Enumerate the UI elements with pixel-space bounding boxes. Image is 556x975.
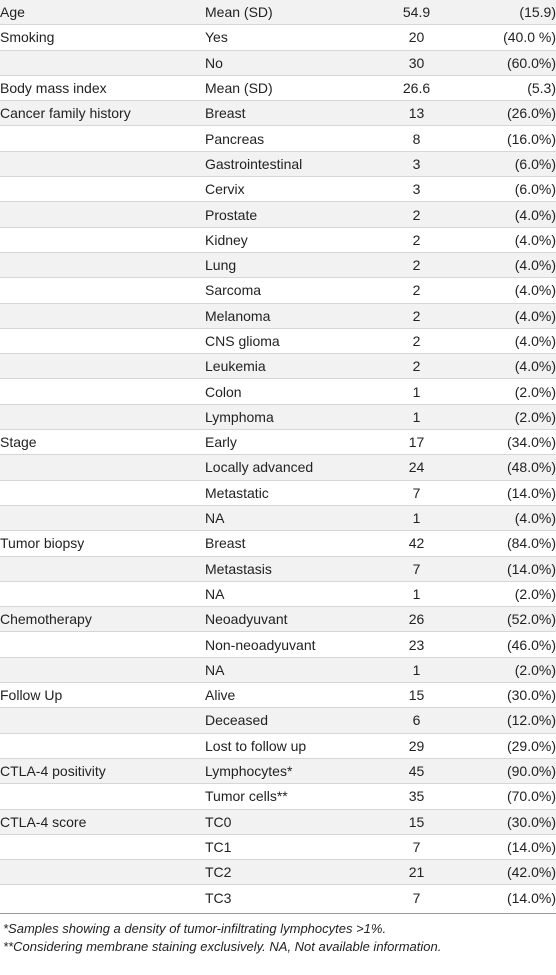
table-row [0,126,556,151]
table-row [0,784,556,809]
table-row [0,101,556,126]
variable-cell: Tumor biopsy [0,531,205,556]
variable-cell: CTLA-4 positivity [0,758,205,783]
table-row [0,202,556,227]
count-cell: 15 [377,809,456,834]
count-cell: 7 [377,885,456,910]
count-cell: 21 [377,860,456,885]
count-cell: 42 [377,531,456,556]
variable-cell: Stage [0,430,205,455]
variable-cell [0,657,205,682]
percent-cell: (14.0%) [456,885,556,910]
category-cell: Early [205,430,377,455]
count-cell: 6 [377,708,456,733]
variable-cell [0,885,205,910]
table-row [0,354,556,379]
table-row [0,758,556,783]
category-cell: Leukemia [205,354,377,379]
table-row [0,809,556,834]
count-cell: 23 [377,632,456,657]
table-row [0,834,556,859]
table-row [0,25,556,50]
category-cell: No [205,50,377,75]
variable-cell [0,252,205,277]
count-cell: 15 [377,683,456,708]
category-cell: Breast [205,101,377,126]
category-cell: Non-neoadyuvant [205,632,377,657]
footnote-lymphocytes: *Samples showing a density of tumor-infiltrating lymphocytes >1%. [3,920,387,936]
category-cell: Colon [205,379,377,404]
count-cell: 13 [377,101,456,126]
variable-cell [0,278,205,303]
variable-cell: Chemotherapy [0,607,205,632]
percent-cell: (4.0%) [456,278,556,303]
percent-cell: (2.0%) [456,379,556,404]
category-cell: Mean (SD) [205,75,377,100]
variable-cell [0,505,205,530]
category-cell: Metastatic [205,480,377,505]
table-row [0,708,556,733]
variable-cell [0,784,205,809]
count-cell: 2 [377,354,456,379]
table-row [0,75,556,100]
variable-cell [0,860,205,885]
variable-cell [0,227,205,252]
variable-cell [0,632,205,657]
percent-cell: (90.0%) [456,758,556,783]
count-cell: 30 [377,50,456,75]
table-row [0,531,556,556]
count-cell: 17 [377,430,456,455]
category-cell: Lymphocytes* [205,758,377,783]
category-cell: Melanoma [205,303,377,328]
count-cell: 1 [377,505,456,530]
category-cell: Deceased [205,708,377,733]
variable-cell [0,202,205,227]
table-row [0,556,556,581]
variable-cell [0,733,205,758]
table-row [0,581,556,606]
category-cell: TC2 [205,860,377,885]
table-row [0,885,556,910]
category-cell: TC0 [205,809,377,834]
category-cell: Locally advanced [205,455,377,480]
variable-cell: Smoking [0,25,205,50]
variable-cell [0,480,205,505]
table-footnotes [0,913,556,957]
count-cell: 7 [377,480,456,505]
table-row [0,303,556,328]
variable-cell [0,303,205,328]
percent-cell: (30.0%) [456,809,556,834]
table-row [0,379,556,404]
percent-cell: (48.0%) [456,455,556,480]
variable-cell: Body mass index [0,75,205,100]
count-cell: 3 [377,151,456,176]
count-cell: 1 [377,581,456,606]
percent-cell: (40.0 %) [456,25,556,50]
category-cell: Cervix [205,177,377,202]
count-cell: 20 [377,25,456,50]
variable-cell [0,126,205,151]
table-row [0,404,556,429]
percent-cell: (4.0%) [456,303,556,328]
count-cell: 1 [377,379,456,404]
category-cell: TC1 [205,834,377,859]
table-row [0,252,556,277]
category-cell: Sarcoma [205,278,377,303]
percent-cell: (14.0%) [456,480,556,505]
percent-cell: (30.0%) [456,683,556,708]
percent-cell: (12.0%) [456,708,556,733]
table-row [0,607,556,632]
category-cell: NA [205,657,377,682]
table-row [0,632,556,657]
count-cell: 1 [377,404,456,429]
percent-cell: (4.0%) [456,202,556,227]
variable-cell [0,404,205,429]
category-cell: Metastasis [205,556,377,581]
percent-cell: (4.0%) [456,505,556,530]
table-row [0,0,556,25]
category-cell: Mean (SD) [205,0,377,25]
percent-cell: (4.0%) [456,227,556,252]
variable-cell [0,379,205,404]
category-cell: NA [205,505,377,530]
variable-cell [0,50,205,75]
category-cell: Alive [205,683,377,708]
table-row [0,227,556,252]
category-cell: Lymphoma [205,404,377,429]
category-cell: Breast [205,531,377,556]
percent-cell: (4.0%) [456,328,556,353]
variable-cell [0,455,205,480]
table-row [0,480,556,505]
count-cell: 2 [377,227,456,252]
count-cell: 2 [377,202,456,227]
table-row [0,860,556,885]
variable-cell [0,708,205,733]
category-cell: Kidney [205,227,377,252]
percent-cell: (6.0%) [456,177,556,202]
table-row [0,50,556,75]
count-cell: 1 [377,657,456,682]
table-row [0,455,556,480]
category-cell: NA [205,581,377,606]
category-cell: Prostate [205,202,377,227]
count-cell: 29 [377,733,456,758]
variable-cell [0,834,205,859]
percent-cell: (52.0%) [456,607,556,632]
table-row [0,733,556,758]
category-cell: Lung [205,252,377,277]
category-cell: Neoadyuvant [205,607,377,632]
percent-cell: (15.9) [456,0,556,25]
table-row [0,430,556,455]
percent-cell: (70.0%) [456,784,556,809]
count-cell: 54.9 [377,0,456,25]
category-cell: Gastrointestinal [205,151,377,176]
table-row [0,278,556,303]
percent-cell: (29.0%) [456,733,556,758]
variable-cell: Cancer family history [0,101,205,126]
percent-cell: (34.0%) [456,430,556,455]
percent-cell: (5.3) [456,75,556,100]
category-cell: Yes [205,25,377,50]
count-cell: 7 [377,556,456,581]
count-cell: 8 [377,126,456,151]
percent-cell: (14.0%) [456,556,556,581]
percent-cell: (6.0%) [456,151,556,176]
percent-cell: (42.0%) [456,860,556,885]
variable-cell [0,581,205,606]
percent-cell: (16.0%) [456,126,556,151]
variable-cell [0,354,205,379]
variable-cell [0,151,205,176]
footnote-membrane-staining: **Considering membrane staining exclusively. NA, Not available information. [3,939,442,955]
category-cell: Pancreas [205,126,377,151]
table-row [0,683,556,708]
count-cell: 2 [377,252,456,277]
category-cell: CNS glioma [205,328,377,353]
percent-cell: (4.0%) [456,354,556,379]
category-cell: TC3 [205,885,377,910]
variable-cell: Follow Up [0,683,205,708]
count-cell: 45 [377,758,456,783]
table-row [0,505,556,530]
count-cell: 2 [377,328,456,353]
table-row [0,657,556,682]
count-cell: 35 [377,784,456,809]
percent-cell: (4.0%) [456,252,556,277]
category-cell: Tumor cells** [205,784,377,809]
category-cell: Lost to follow up [205,733,377,758]
variable-cell: CTLA-4 score [0,809,205,834]
percent-cell: (2.0%) [456,657,556,682]
percent-cell: (46.0%) [456,632,556,657]
count-cell: 26 [377,607,456,632]
variable-cell: Age [0,0,205,25]
count-cell: 24 [377,455,456,480]
count-cell: 2 [377,303,456,328]
variable-cell [0,556,205,581]
count-cell: 2 [377,278,456,303]
table-row [0,151,556,176]
percent-cell: (84.0%) [456,531,556,556]
percent-cell: (26.0%) [456,101,556,126]
table-row [0,177,556,202]
table-row [0,328,556,353]
percent-cell: (2.0%) [456,581,556,606]
variable-cell [0,328,205,353]
percent-cell: (60.0%) [456,50,556,75]
percent-cell: (2.0%) [456,404,556,429]
percent-cell: (14.0%) [456,834,556,859]
count-cell: 26.6 [377,75,456,100]
count-cell: 3 [377,177,456,202]
count-cell: 7 [377,834,456,859]
variable-cell [0,177,205,202]
